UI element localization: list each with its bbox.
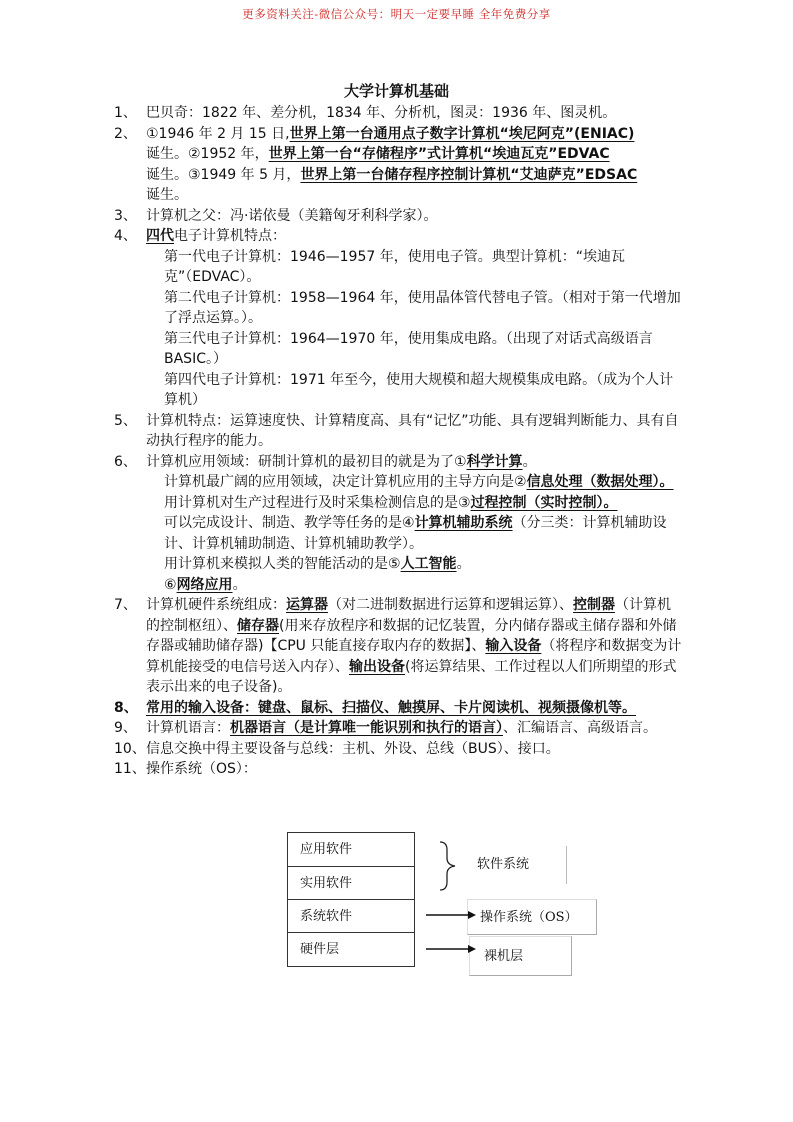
application-3: [146, 513, 684, 554]
list-item-10: [114, 739, 684, 760]
item-text: 用计算机对生产过程进行及时采集检测信息的是③: [164, 494, 471, 511]
item-text: 巴贝奇：1822 年、差分机，1834 年、分析机，图灵：1936 年、图灵机。: [146, 105, 617, 121]
item-number: 3、: [114, 207, 137, 224]
item-number: 11、: [114, 761, 146, 777]
item-text: 诞生。③1949 年 5 月，: [146, 166, 301, 183]
item-text: ⑥: [164, 576, 177, 593]
ai-highlight: 人工智能: [400, 556, 457, 572]
alu-highlight: 运算器: [286, 597, 328, 613]
application-1: [146, 472, 684, 493]
curly-brace-icon: [440, 842, 455, 890]
list-item-2: [114, 124, 684, 206]
list-item-9: [114, 718, 684, 739]
eniac-highlight: 世界上第一台通用点子数字计算机“埃尼阿克”(ENIAC): [289, 125, 635, 142]
document-body: [114, 103, 684, 780]
operating-system-label: 操作系统（OS）: [467, 899, 597, 935]
layer-utility-software: 实用软件: [288, 866, 414, 899]
machine-language-highlight: 机器语言（是计算唯一能识别和执行的语言）: [230, 720, 503, 736]
header-banner: 更多资料关注-微信公众号：明天一定要早睡 全年免费分享: [242, 7, 551, 21]
generation-3: 第三代电子计算机：1964—1970 年，使用集成电路。（出现了对话式高级语言 BASIC。）: [164, 330, 653, 367]
list-item-11: [114, 759, 684, 780]
item-text: 计算机最广阔的应用领域，决定计算机应用的主导方向是②: [164, 474, 527, 490]
application-5: [146, 575, 684, 596]
generation-4: 第四代电子计算机：1971 年至今，使用大规模和超大规模集成电路。（成为个人计算机）: [164, 371, 674, 408]
item-text: 用计算机来模拟人类的智能活动的是⑤: [164, 556, 401, 572]
list-item-5: [114, 411, 684, 452]
cad-system-highlight: 计算机辅助系统: [414, 515, 513, 531]
process-control-highlight: 过程控制（实时控制）。: [470, 494, 618, 511]
item-text: 计算机应用领域：研制计算机的最初目的就是为了①: [146, 453, 467, 470]
item-text: （计算机的控制枢纽）、: [146, 597, 671, 634]
item-number: 7、: [114, 597, 137, 613]
item-number: 2、: [114, 125, 137, 142]
output-device-highlight: 输出设备: [349, 658, 405, 675]
input-devices-highlight: 常用的输入设备：键盘、鼠标、扫描仪、触摸屏、卡片阅读机、视频摄像机等。: [146, 699, 636, 716]
edsac-highlight: 世界上第一台储存程序控制计算机“艾迪萨克”EDSAC: [300, 166, 638, 183]
item-text: 诞生。②1952 年，: [146, 146, 269, 162]
network-app-highlight: 网络应用: [176, 576, 233, 593]
item-number: 8、: [114, 699, 138, 716]
edvac-highlight: 世界上第一台“存储程序”式计算机“埃迪瓦克”EDVAC: [268, 146, 610, 162]
layer-hardware: 硬件层: [288, 932, 414, 965]
input-device-highlight: 输入设备: [485, 638, 542, 654]
item-text: 。: [456, 556, 471, 572]
list-item-1: [114, 103, 684, 124]
layer-system-software: 系统软件: [288, 899, 414, 932]
item-text: 。: [232, 576, 247, 593]
item-text: 计算机硬件系统组成：: [146, 597, 286, 613]
list-item-4: [114, 226, 684, 411]
item-text: 诞生。: [146, 187, 188, 203]
item-text: (用来存放程序和数据的记忆装置，分内储存器或主储存器和外储存器或辅助储存器)【CPU 只能直接存取内存的数据】、: [146, 617, 677, 654]
item-number: 4、: [114, 228, 137, 244]
list-item-6: [114, 452, 684, 596]
scientific-computing-highlight: 科学计算: [466, 453, 523, 470]
os-layer-diagram: [287, 832, 415, 967]
item-text: 计算机语言：: [146, 720, 230, 736]
item-text: （分三类：计算机辅助设计、计算机辅助制造、计算机辅助教学）。: [164, 515, 667, 552]
item-text: ①1946 年 2 月 15 日,: [146, 125, 290, 142]
item-text: (将运算结果、工作过程以人们所期望的形式表示出来的电子设备)。: [146, 658, 677, 695]
item-number: 6、: [114, 453, 137, 470]
item-number: 1、: [114, 105, 137, 121]
bare-machine-label: 裸机层: [469, 936, 572, 976]
list-item-7: [114, 595, 684, 698]
item-number: 10、: [114, 740, 146, 757]
info-processing-highlight: 信息处理（数据处理）。: [526, 474, 674, 490]
generation-1: 第一代电子计算机：1946—1957 年，使用电子管。典型计算机：“埃迪瓦克”（EDVAC）。: [164, 248, 625, 285]
generation-2: 第二代电子计算机：1958—1964 年，使用晶体管代替电子管。（相对于第一代增加了浮点运算。）。: [164, 289, 681, 326]
item-text: 。: [522, 453, 537, 470]
item-text: 信息交换中得主要设备与总线：主机、外设、总线（BUS）、接口。: [146, 740, 560, 757]
memory-highlight: 储存器: [237, 617, 279, 634]
four-generations-highlight: 四代: [146, 228, 174, 244]
list-item-8: [114, 698, 684, 719]
item-number: 5、: [114, 412, 137, 429]
item-text: 计算机特点：运算速度快、计算精度高、具有“记忆”功能、具有逻辑判断能力、具有自动执行程序的能力。: [146, 412, 679, 449]
list-item-3: [114, 206, 684, 227]
item-text: （对二进制数据进行运算和逻辑运算）、: [328, 597, 573, 613]
software-system-label: 软件系统: [465, 846, 567, 884]
controller-highlight: 控制器: [573, 597, 615, 613]
item-text: 可以完成设计、制造、教学等任务的是④: [164, 515, 415, 531]
item-text: 电子计算机特点：: [174, 228, 286, 244]
page-title: 大学计算机基础: [343, 82, 449, 100]
application-4: [146, 554, 684, 575]
item-text: 操作系统（OS）：: [146, 761, 257, 777]
item-number: 9、: [114, 720, 137, 736]
item-text: （将程序和数据变为计算机能接受的电信号送入内存）、: [146, 638, 682, 675]
item-text: 计算机之父：冯·诺依曼（美籍匈牙利科学家）。: [146, 207, 438, 224]
application-2: [146, 493, 684, 514]
layer-application-software: 应用软件: [300, 842, 353, 857]
item-text: 、汇编语言、高级语言。: [503, 720, 657, 736]
